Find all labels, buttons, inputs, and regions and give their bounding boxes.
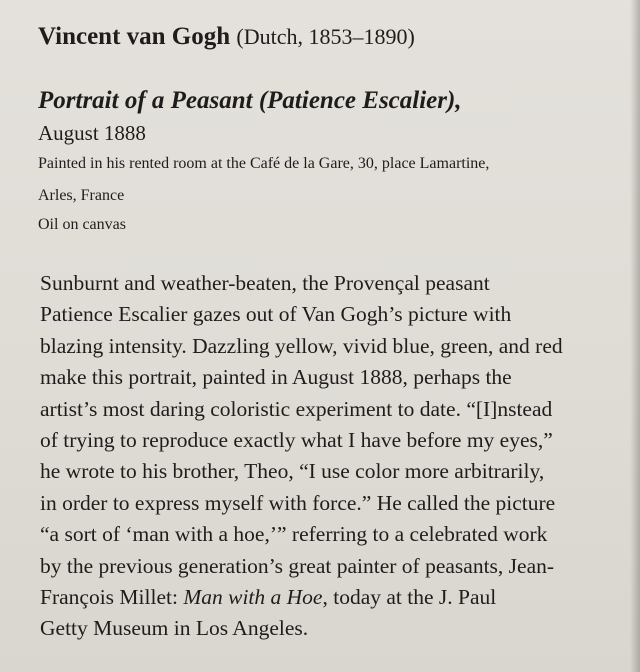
artwork-location-line-1: Painted in his rented room at the Café de la Gare, 30, place Lamartine, <box>38 155 490 172</box>
description-line: by the previous generation’s great painter of peasants, Jean- <box>40 553 555 578</box>
artist-nationality-dates: (Dutch, 1853–1890) <box>236 24 415 49</box>
description-line: “a sort of ‘man with a hoe,’” referring to a celebrated work <box>40 522 548 547</box>
artwork-medium: Oil on canvas <box>38 216 126 233</box>
description-line: in order to express myself with force.” He called the picture <box>40 490 556 515</box>
description-line: make this portrait, painted in August 1888, perhaps the <box>40 365 512 390</box>
artist-name: Vincent van Gogh <box>38 23 231 50</box>
artwork-location-line-2: Arles, France <box>38 187 125 204</box>
description-line: Getty Museum in Los Angeles. <box>40 616 309 641</box>
description-line: artist’s most daring coloristic experiment to date. “[I]nstead <box>40 396 553 421</box>
description-line: Sunburnt and weather-beaten, the Provençal peasant <box>40 271 490 295</box>
description-line <box>40 582 628 613</box>
description-line: Patience Escalier gazes out of Van Gogh’s picture with <box>40 302 512 327</box>
description-line-suffix: , today at the J. Paul <box>322 585 497 610</box>
description-line: he wrote to his brother, Theo, “I use color more arbitrarily, <box>40 459 545 484</box>
referenced-artwork-title: Man with a Hoe <box>183 585 323 610</box>
artwork-date: August 1888 <box>38 121 146 145</box>
description-line: blazing intensity. Dazzling yellow, vivid blue, green, and red <box>40 333 563 358</box>
description-line-prefix: François Millet: <box>40 585 184 610</box>
wall-shadow-edge <box>630 0 640 672</box>
artwork-title: Portrait of a Peasant (Patience Escalier), <box>38 87 462 114</box>
description-text <box>40 268 628 645</box>
description-line: of trying to reproduce exactly what I have before my eyes,” <box>40 428 553 453</box>
artist-line <box>38 22 415 52</box>
